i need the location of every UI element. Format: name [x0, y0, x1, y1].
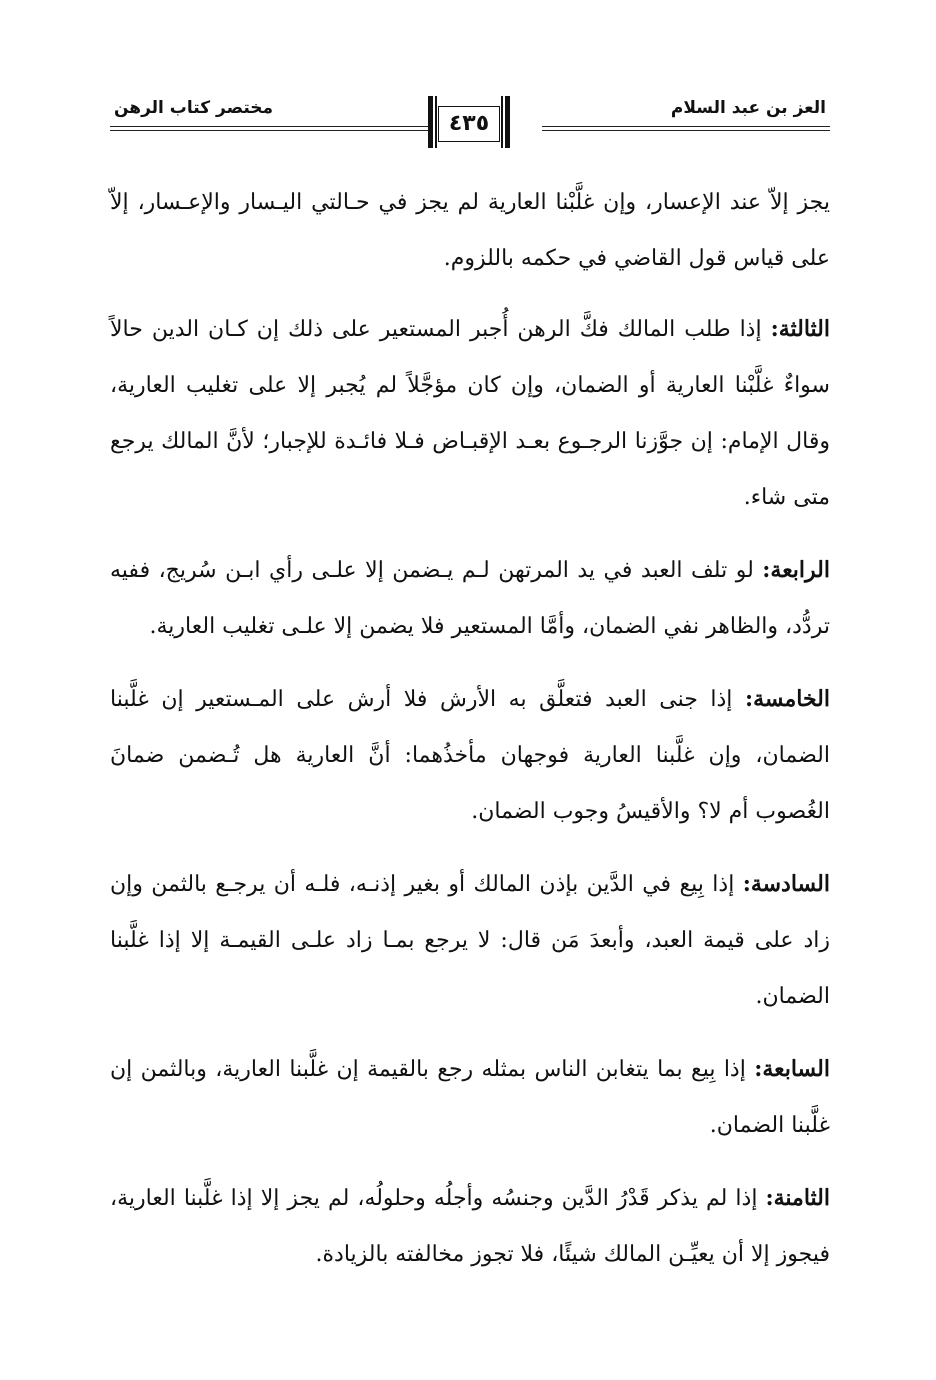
paragraph-text: إذا طلب المالك فكَّ الرهن أُجبر المستعير على ذلك إن كـان الدين حالاً سواءٌ غلَّبْنا العارية أو الضمان، وإن كان مؤجَّلاً لم يُجبر إلا على تغليب العارية، وقال الإمام: إن جوَّزنا الرجـوع بعـد الإقبـاض فـلا فائـدة للإجبار؛ لأنَّ المالك يرجع متى شاء. — [110, 317, 830, 510]
paragraph-text: إذا بِيع بما يتغابن الناس بمثله رجع بالقيمة إن غلَّبنا العارية، وبالثمن إن غلَّبنا الضمان. — [110, 1057, 830, 1138]
paragraph-third — [110, 301, 830, 526]
paragraph-sixth — [110, 856, 830, 1025]
page-number: ٤٣٥ — [448, 111, 490, 136]
paragraph-text: لو تلف العبد في يد المرتهن لـم يـضمن إلا علـى رأي ابـن سُريج، ففيه تردُّد، والظاهر نفي الضمان، وأمَّا المستعير فلا يضمن إلا علـى تغليب العارية. — [110, 558, 830, 639]
header-rule-right — [542, 126, 830, 127]
paragraph-eighth — [110, 1170, 830, 1283]
paragraph-lead: السابعة: — [754, 1056, 830, 1082]
header-author: العز بن عبد السلام — [670, 98, 826, 118]
paragraph-fourth — [110, 542, 830, 655]
paragraph-lead: الرابعة: — [762, 557, 830, 583]
paragraph-text: يجز إلاّ عند الإعسار، وإن غلَّبْنا العارية لم يجز في حـالتي اليـسار والإعـسار، إلاّ على قياس قول القاضي في حكمه باللزوم. — [110, 190, 830, 271]
paragraph-fifth — [110, 671, 830, 840]
paragraph-continuation — [110, 174, 830, 287]
paragraph-lead: السادسة: — [742, 871, 830, 897]
paragraph-lead: الثالثة: — [770, 316, 830, 342]
header-rule-left — [110, 126, 428, 127]
running-header — [110, 92, 830, 162]
page-number-ornament — [428, 96, 510, 148]
page-body — [110, 174, 830, 1299]
header-book-title: مختصر كتاب الرهن — [114, 98, 274, 118]
paragraph-text: إذا لم يذكر قَدْرُ الدَّين وجنسُه وأجلُه وحلولُه، لم يجز إلا إذا غلَّبنا العارية، فيجوز إلا أن يعيِّـن المالك شيئًا، فلا تجوز مخالفته بالزيادة. — [110, 1186, 830, 1267]
header-rule-left-thin — [110, 130, 428, 131]
header-rule-right-thin — [542, 130, 830, 131]
paragraph-lead: الثامنة: — [765, 1185, 830, 1211]
paragraph-text: إذا بِيع في الدَّين بإذن المالك أو بغير إذنـه، فلـه أن يرجـع بالثمن وإن زاد على قيمة العبد، وأبعدَ مَن قال: لا يرجع بمـا زاد علـى القيمـة إلا إذا غلَّبنا الضمان. — [110, 872, 830, 1009]
paragraph-seventh — [110, 1041, 830, 1154]
paragraph-lead: الخامسة: — [744, 686, 830, 712]
paragraph-text: إذا جنى العبد فتعلَّق به الأرش فلا أرش على المـستعير إن غلَّبنا الضمان، وإن غلَّبنا العارية فوجهان مأخذُهما: أنَّ العارية هل تُـضمن ضمانَ الغُصوب أم لا؟ والأقيسُ وجوب الضمان. — [110, 687, 830, 824]
